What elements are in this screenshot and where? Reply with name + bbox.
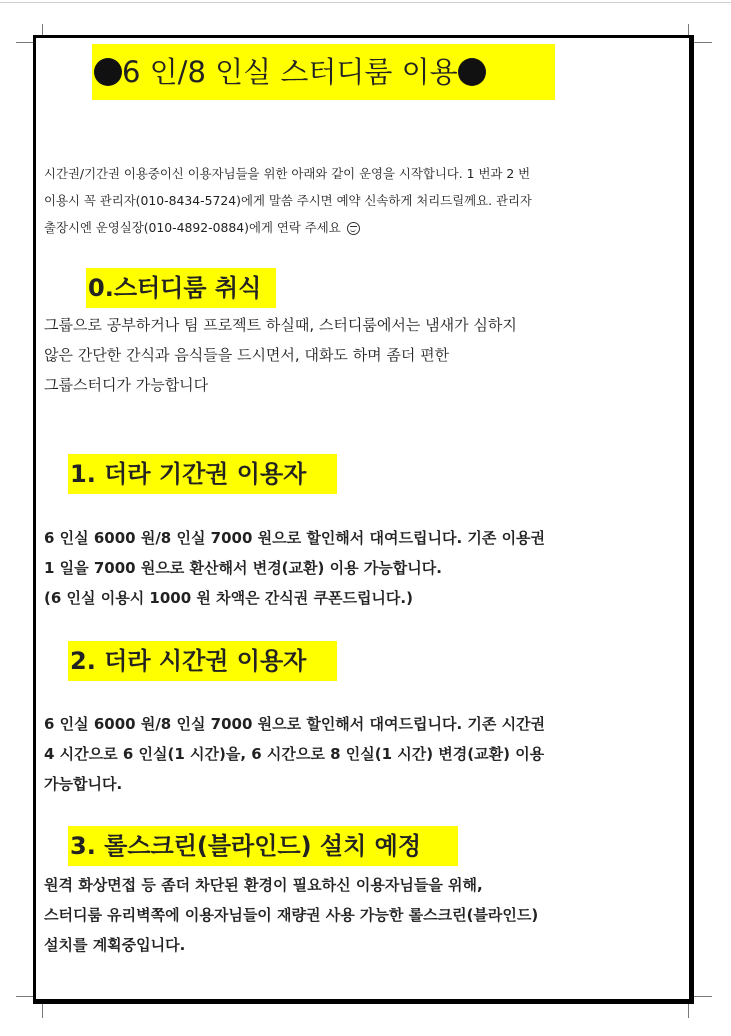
- body-line: 가능합니다.: [44, 775, 123, 793]
- body-line: 원격 화상면접 등 좀더 차단된 환경이 필요하신 이용자님들을 위해,: [44, 876, 483, 894]
- section-body: [44, 870, 684, 960]
- body-line: 6 인실 6000 원/8 인실 7000 원으로 할인해서 대여드립니다. 기존 시간권: [44, 715, 546, 733]
- body-line: 1 일을 7000 원으로 환산해서 변경(교환) 이용 가능합니다.: [44, 559, 442, 577]
- crop-mark-bottom-right-v: [688, 1004, 689, 1018]
- body-line: 6 인실 6000 원/8 인실 7000 원으로 할인해서 대여드립니다. 기존 이용권: [44, 529, 546, 547]
- smiley-icon: [347, 222, 360, 235]
- section-body: [44, 709, 684, 799]
- body-line: 4 시간으로 6 인실(1 시간)을, 6 시간으로 8 인실(1 시간) 변경(교환) 이용: [44, 745, 545, 763]
- section-heading: 3. 롤스크린(블라인드) 설치 예정: [68, 826, 458, 866]
- intro-line: 출장시엔 운영실장(010-4892-0884)에게 연락 주세요: [44, 220, 341, 235]
- section-body: [44, 310, 684, 400]
- intro-line: 이용시 꼭 관리자(010-8434-5724)에게 말씀 주시면 예약 신속하게 처리드릴께요. 관리자: [44, 193, 532, 208]
- crop-mark-bottom-left-v: [42, 1004, 43, 1018]
- body-line: 그룹으로 공부하거나 팀 프로젝트 하실때, 스터디룸에서는 냄새가 심하지: [44, 316, 517, 334]
- window-top-border: [0, 2, 731, 3]
- intro-paragraph: [44, 160, 674, 241]
- section-heading: 2. 더라 시간권 이용자: [68, 641, 337, 681]
- section-heading: 0.스터디룸 취식: [86, 268, 276, 308]
- body-line: 그룹스터디가 가능합니다: [44, 376, 209, 394]
- body-line: 설치를 계획중입니다.: [44, 936, 186, 954]
- body-line: 스터디룸 유리벽쪽에 이용자님들이 재량권 사용 가능한 롤스크린(블라인드): [44, 906, 539, 924]
- page-title-text: 6 인/8 인실 스터디룸 이용: [122, 55, 458, 89]
- body-line: (6 인실 이용시 1000 원 차액은 간식권 쿠폰드립니다.): [44, 589, 413, 607]
- section-heading: 1. 더라 기간권 이용자: [68, 454, 337, 494]
- body-line: 않은 간단한 간식과 음식들을 드시면서, 대화도 하며 좀더 편한: [44, 346, 450, 364]
- page-title: [92, 44, 555, 100]
- section-body: [44, 523, 684, 613]
- intro-line: 시간권/기간권 이용중이신 이용자님들을 위한 아래와 같이 운영을 시작합니다. 1 번과 2 번: [44, 166, 531, 181]
- bullet-dot-icon: [94, 58, 122, 86]
- bullet-dot-icon: [458, 58, 486, 86]
- intro-line-last: [44, 214, 674, 241]
